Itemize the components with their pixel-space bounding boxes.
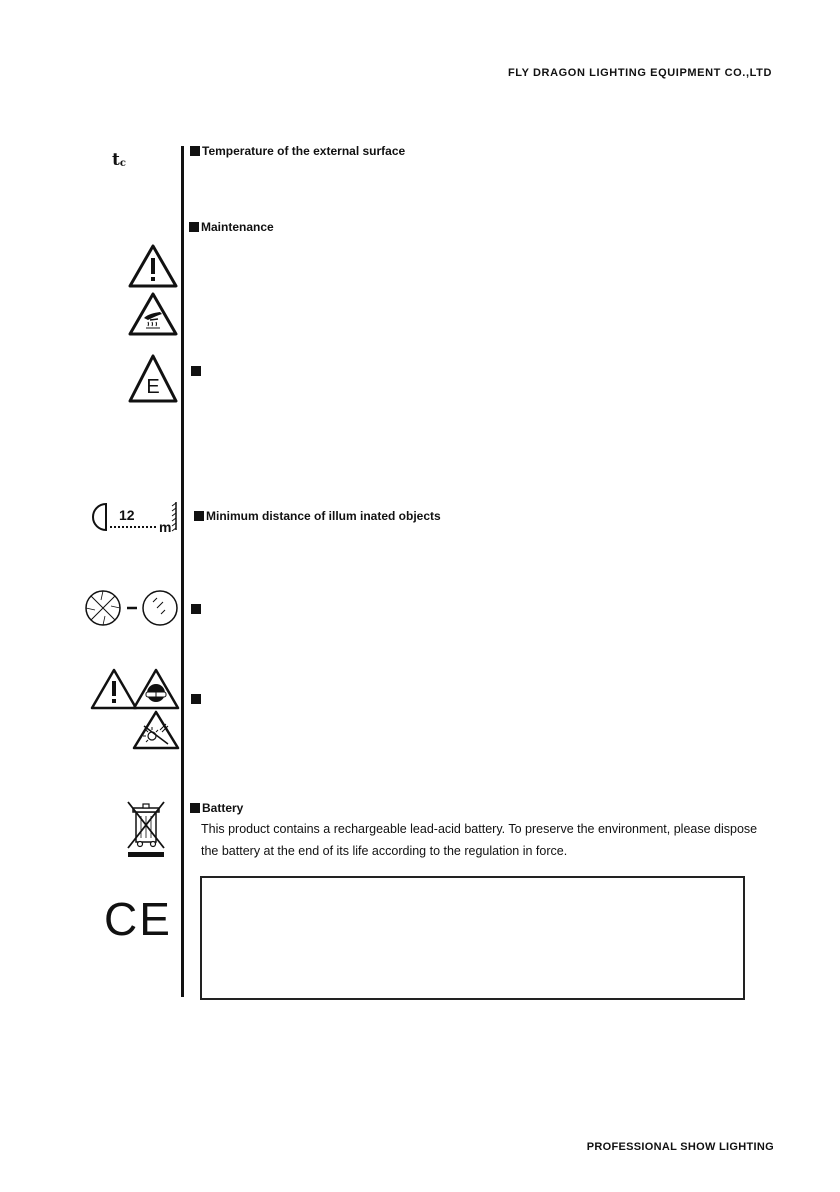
tc-main: t	[112, 150, 120, 170]
ce-declaration-box	[200, 876, 745, 1000]
ce-mark-icon	[104, 893, 172, 945]
warning-triangle-small-icon	[90, 668, 138, 710]
do-not-stare-light-icon	[132, 710, 180, 750]
heading-bullet	[190, 146, 200, 156]
heading-maintenance	[189, 220, 274, 234]
bullet-marker	[191, 604, 201, 614]
tc-temperature-icon	[112, 150, 126, 170]
eye-protection-icon	[132, 668, 180, 710]
heading-temperature	[190, 144, 405, 158]
heading-battery	[190, 801, 243, 815]
heading-battery-label: Battery	[202, 801, 244, 815]
tc-sub: c	[119, 158, 126, 169]
distance-unit: m	[159, 519, 172, 535]
hot-surface-icon	[128, 292, 178, 336]
e-mark-letter: E	[146, 376, 160, 398]
distance-number: 12	[119, 507, 135, 523]
bullet-marker	[191, 694, 201, 704]
warning-triangle-icon	[128, 244, 178, 288]
company-name: FLY DRAGON LIGHTING EQUIPMENT CO.,LTD	[507, 67, 772, 79]
e-mark-icon	[128, 354, 178, 404]
heading-maintenance-label: Maintenance	[201, 220, 274, 234]
heading-bullet	[189, 222, 199, 232]
replace-damaged-lens-icon	[83, 588, 181, 628]
minimum-distance-icon	[92, 500, 182, 534]
footer-tagline: PROFESSIONAL SHOW LIGHTING	[586, 1141, 774, 1153]
vertical-divider	[181, 146, 184, 997]
heading-temperature-label: Temperature of the external surface	[202, 144, 406, 158]
heading-minimum-distance-label: Minimum distance of illum inated objects	[206, 509, 441, 523]
heading-bullet	[194, 511, 204, 521]
bullet-marker	[191, 366, 201, 376]
battery-text: This product contains a rechargeable lead-acid battery. To preserve the environment, please dispose the battery at the end of its life according to the regulation in force.	[201, 822, 758, 858]
heading-bullet	[190, 803, 200, 813]
weee-crossed-bin-icon	[124, 800, 168, 860]
heading-minimum-distance	[194, 509, 441, 523]
ce-mark-letters: CE	[104, 893, 172, 945]
